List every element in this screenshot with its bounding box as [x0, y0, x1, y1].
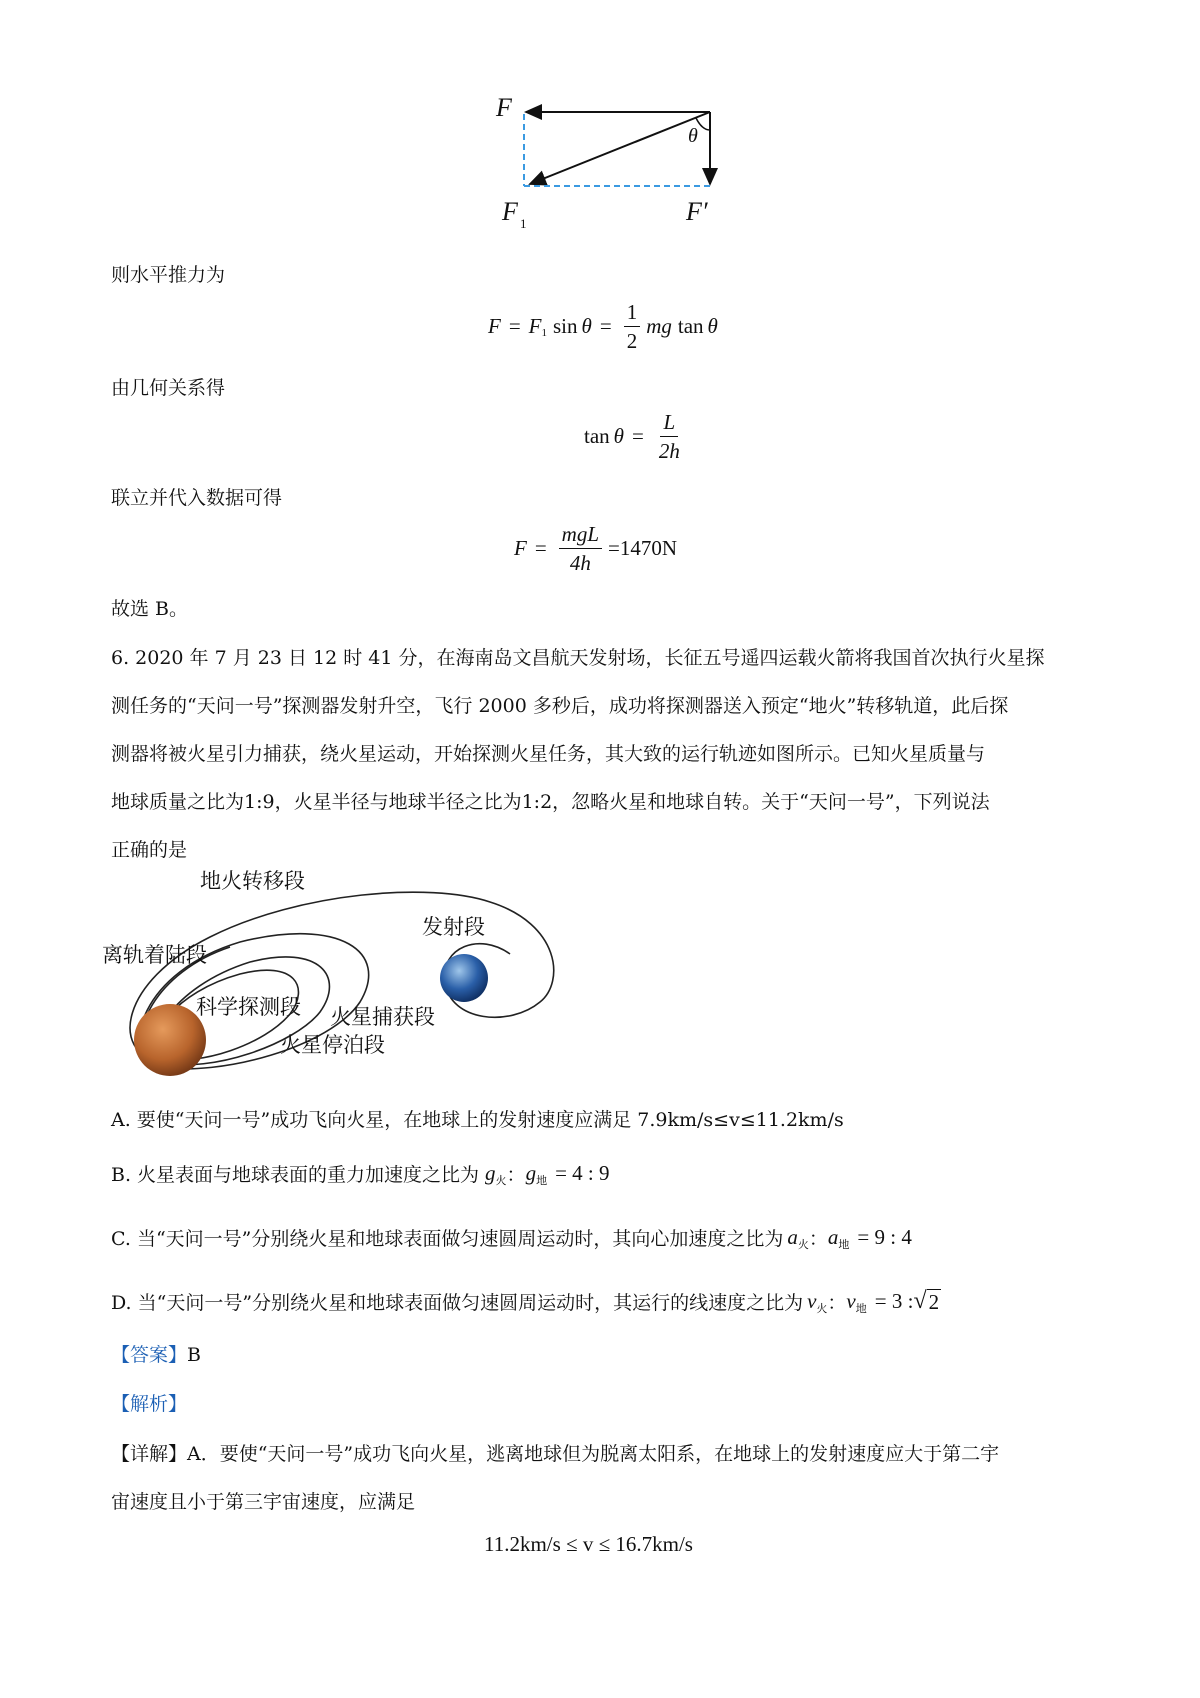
- option-B-text: B. 火星表面与地球表面的重力加速度之比为: [111, 1164, 480, 1186]
- f1-fraction: $\frac{1}{2}$: [624, 300, 641, 353]
- option-B-g1: g: [485, 1161, 496, 1185]
- f1-eq1: =: [508, 314, 521, 338]
- angle-arc: [696, 118, 710, 130]
- option-C-a1: a: [787, 1225, 798, 1249]
- f2-theta: θ: [613, 424, 624, 448]
- option-D-text: D. 当“天问一号”分别绕火星和地球表面做匀速圆周运动时，其运行的线速度之比为: [111, 1292, 804, 1314]
- f2-eq: =: [631, 424, 644, 448]
- text-geometry: 由几何关系得: [111, 377, 226, 399]
- f1-theta2: θ: [707, 314, 718, 338]
- option-B-value: = 4 : 9: [555, 1161, 610, 1185]
- option-B-colon: ：: [506, 1164, 526, 1186]
- orbit-diagram: [100, 862, 580, 1090]
- question-line-2: 测任务的“天问一号”探测器发射升空，飞行 2000 多秒后，成功将探测器送入预定“地火”转移轨道，此后探: [111, 695, 1009, 717]
- option-C-value: = 9 : 4: [857, 1225, 912, 1249]
- formula-tan: [584, 410, 689, 463]
- option-D-v1: v: [807, 1289, 817, 1313]
- option-B: [111, 1160, 610, 1187]
- question-line-1: 6. 2020 年 7 月 23 日 12 时 41 分，在海南岛文昌航天发射场，长征五号遥四运载火箭将我国首次执行火星探: [111, 647, 1045, 669]
- option-C-sub2: 地: [838, 1237, 850, 1251]
- f1-F1: F: [528, 314, 542, 338]
- detail-line-1: 【详解】A．要使“天问一号”成功飞向火星，逃离地球但为脱离太阳系，在地球上的发射速度应大于第二宇: [111, 1443, 1000, 1465]
- f3-lhs: F: [514, 536, 527, 560]
- sqrt-radicand: 2: [928, 1289, 940, 1314]
- answer-line: [111, 1343, 201, 1367]
- option-C-colon: ：: [808, 1228, 828, 1250]
- vector-F1: [530, 112, 710, 184]
- option-C-a2: a: [827, 1225, 839, 1249]
- f1-theta: θ: [581, 314, 592, 338]
- f1-eq2: =: [599, 314, 612, 338]
- question-line-4: 地球质量之比为1:9，火星半径与地球半径之比为1:2，忽略火星和地球自转。关于“天问一号”，下列说法: [111, 791, 990, 813]
- f3-fraction: $\frac{\text{mgL}}{4h}$: [559, 522, 602, 575]
- label-parking: 火星停泊段: [280, 1033, 385, 1057]
- option-D-colon: ：: [827, 1292, 847, 1314]
- option-D-sub1: 火: [816, 1301, 828, 1315]
- label-transfer: 地火转移段: [200, 869, 305, 893]
- option-C-text: C. 当“天问一号”分别绕火星和地球表面做匀速圆周运动时，其向心加速度之比为: [111, 1228, 784, 1250]
- question-line-5: 正确的是: [111, 839, 188, 861]
- f1-mg: mg: [646, 314, 672, 338]
- text-horizontal-push: 则水平推力为: [111, 264, 226, 286]
- f3-rhs: =1470N: [608, 536, 678, 560]
- answer-value: B: [187, 1344, 201, 1366]
- option-D-v2: v: [846, 1289, 856, 1313]
- option-C-sub1: 火: [797, 1237, 809, 1251]
- label-F: F: [496, 93, 512, 122]
- question-line-3: 测器将被火星引力捕获，绕火星运动，开始探测火星任务，其大致的运行轨迹如图所示。已知火星质量与: [111, 743, 986, 765]
- text-substitute: 联立并代入数据可得: [111, 487, 283, 509]
- label-Fprime: F′: [686, 197, 708, 226]
- label-capture: 火星捕获段: [330, 1005, 435, 1029]
- label-launch: 发射段: [422, 915, 485, 939]
- option-B-sub1: 火: [495, 1173, 507, 1187]
- answer-tag: 【答案】: [111, 1344, 188, 1366]
- text-choose: 故选 B。: [111, 598, 189, 620]
- label-F1: F: [502, 197, 518, 226]
- earth-planet: [440, 954, 488, 1002]
- f2-tan: tan: [584, 424, 610, 448]
- f1-lhs: F: [488, 314, 501, 338]
- detail-formula: 11.2km/s ≤ v ≤ 16.7km/s: [484, 1532, 693, 1556]
- option-D: [111, 1288, 941, 1315]
- option-D-value: = 3 :: [874, 1289, 914, 1313]
- sqrt-sign: √: [913, 1288, 927, 1314]
- f2-fraction: $\frac{L}{2h}$: [658, 410, 680, 463]
- option-B-g2: g: [525, 1161, 537, 1185]
- label-theta: θ: [688, 125, 698, 147]
- option-B-sub2: 地: [536, 1173, 548, 1187]
- force-diagram: [480, 88, 720, 238]
- formula-result: [514, 522, 677, 575]
- label-F1-sub: 1: [520, 216, 527, 231]
- label-science: 科学探测段: [196, 995, 301, 1019]
- f1-tan: tan: [677, 314, 704, 338]
- option-C: [111, 1224, 912, 1251]
- label-deorbit: 离轨着陆段: [102, 943, 207, 967]
- f1-sin: sin: [553, 314, 578, 338]
- analysis-tag: 【解析】: [111, 1393, 188, 1415]
- detail-line-2: 宙速度且小于第三宇宙速度，应满足: [111, 1491, 416, 1513]
- option-A: A. 要使“天问一号”成功飞向火星，在地球上的发射速度应满足 7.9km/s≤v≤11.2km/s: [111, 1109, 844, 1131]
- option-D-sub2: 地: [855, 1301, 867, 1315]
- f1-F1-sub: 1: [541, 326, 547, 339]
- formula-force: [488, 300, 718, 353]
- f3-eq: =: [534, 536, 547, 560]
